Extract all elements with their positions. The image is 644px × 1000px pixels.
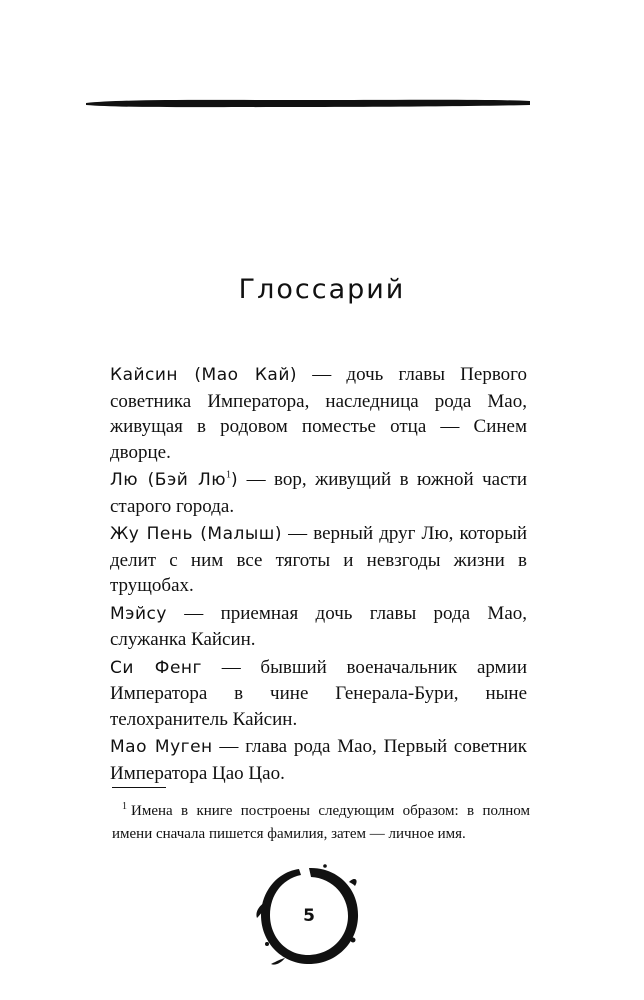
- glossary-entry: [110, 521, 527, 599]
- glossary-term: Жу Пень (Малыш): [110, 524, 282, 544]
- glossary-definition: — приемная дочь главы рода Мао, служанка Кайсин.: [110, 602, 527, 650]
- glossary-definition: — бывший военачальник армии Императора в чине Генерала-Бури, ныне телохранитель Кайсин.: [110, 656, 527, 730]
- glossary-term: Кайсин (Мао Кай): [110, 365, 298, 385]
- glossary-list: [110, 362, 527, 788]
- glossary-entry: [110, 655, 527, 733]
- glossary-entry: [110, 601, 527, 653]
- top-brush-rule: [84, 96, 532, 110]
- glossary-definition: — верный друг Лю, который делит с ним все тяготы и невзгоды жизни в трущобах.: [110, 523, 528, 596]
- glossary-term: Лю (Бэй Лю: [110, 470, 227, 490]
- page-title: Глоссарий: [238, 274, 406, 305]
- footnote-separator: [112, 787, 166, 788]
- footnote-text: Имена в книге построены следующим образом: в полном имени сначала пишется фамилия, затем — личное имя.: [112, 803, 530, 842]
- page-number: 5: [303, 906, 315, 926]
- footnote-reference[interactable]: 1: [226, 469, 232, 481]
- glossary-term: Мэйсу: [110, 603, 167, 624]
- glossary-definition: — дочь главы Первого советника Императора, наследница рода Мао, живущая в родовом поместье отца — Синем дворце.: [110, 364, 527, 463]
- glossary-entry: [110, 734, 527, 786]
- glossary-definition: — вор, живущий в южной части старого города.: [110, 469, 528, 517]
- glossary-definition: — глава рода Мао, Первый советник Императора Цао Цао.: [110, 736, 527, 784]
- glossary-term-end: ): [231, 470, 239, 490]
- footnote-mark: 1: [122, 801, 127, 812]
- glossary-term: Мао Муген: [110, 737, 213, 757]
- glossary-entry: [110, 362, 527, 465]
- glossary-term: Си Фенг: [110, 657, 202, 678]
- glossary-entry: [110, 467, 527, 519]
- footnote: [112, 800, 530, 846]
